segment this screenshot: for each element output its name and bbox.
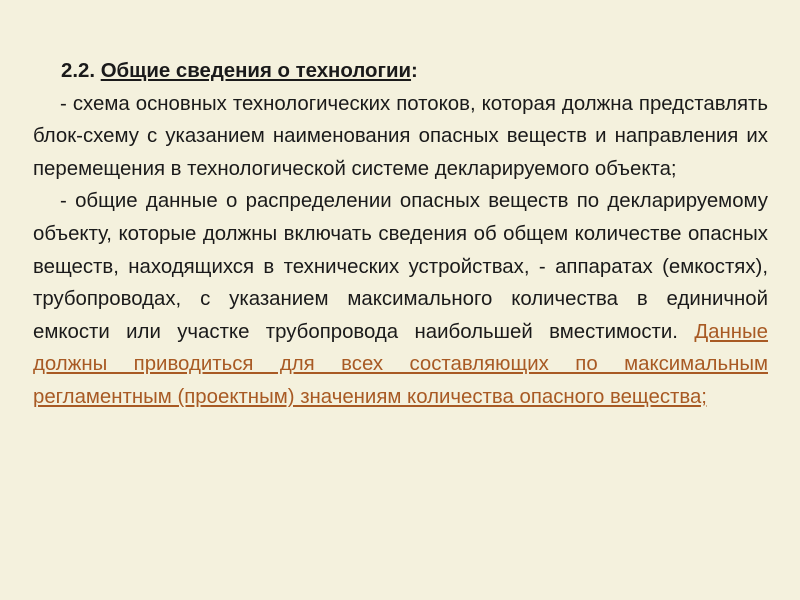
paragraph-distribution-text: - общие данные о распределении опасных веществ по декларируемому объекту, которые должны включать сведения об общем количестве опасных веществ, находящихся в технических устройствах, - аппаратах (емкостях), трубопроводах, с указанием максимального количества в единичной емкости или участке трубопровода наибольшей вместимости. [33,190,768,343]
section-colon: : [411,60,418,82]
section-heading [33,55,768,88]
slide-content [33,55,768,414]
section-title: Общие сведения о технологии [100,60,412,82]
paragraph-flow-scheme: - схема основных технологических потоков, которая должна представлять блок-схему с указанием наименования опасных веществ и направления их перемещения в технологической системе декларируемого объекта; [33,92,768,180]
section-number: 2.2. [61,60,96,82]
paragraph-distribution [33,185,768,413]
data-requirement-link[interactable]: Данные должны приводиться для всех составляющих по максимальным регламентным (проектным) значениям количества опасного вещества; [33,320,768,408]
